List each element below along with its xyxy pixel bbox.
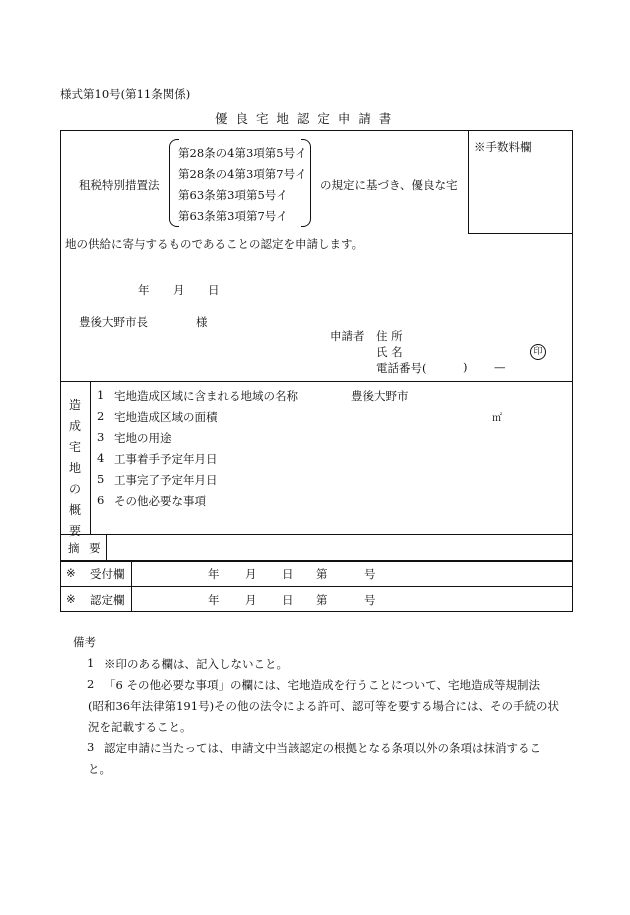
overview-item-no: 5	[97, 472, 105, 486]
overview-item-label: その他必要な事項	[114, 494, 206, 508]
note-line: 「6 その他必要な事項」の欄には、宅地造成を行うことについて、宅地造成等規制法	[104, 678, 541, 692]
note-line: ※印のある欄は、記入しないこと。	[104, 657, 288, 671]
intro-continuation: 地の供給に寄与するものであることの認定を申請します。	[65, 237, 364, 251]
summary-field[interactable]	[110, 536, 570, 558]
overview-item-value[interactable]: 豊後大野市	[351, 389, 409, 403]
reception-year: 年	[208, 567, 220, 581]
reception-dai: 第	[316, 567, 328, 581]
overview-item-label: 宅地造成区域の面積	[114, 410, 218, 424]
reception-top-line	[60, 560, 573, 562]
phone-dash: —	[494, 360, 506, 374]
name-label: 氏 名	[376, 345, 403, 359]
approval-year: 年	[208, 593, 220, 607]
form-number: 様式第10号(第11条関係)	[60, 87, 191, 101]
law-name: 租税特別措置法	[79, 178, 160, 192]
reception-month: 月	[245, 567, 257, 581]
date-day: 日	[208, 283, 220, 297]
reception-label: 受付欄	[90, 567, 125, 581]
date-year: 年	[138, 283, 150, 297]
summary-top-line	[60, 534, 573, 535]
overview-item-no: 1	[97, 388, 105, 402]
address-label: 住 所	[376, 329, 403, 343]
overview-item-no: 3	[97, 430, 105, 444]
overview-item-label: 宅地造成区域に含まれる地域の名称	[114, 389, 298, 403]
overview-item-value[interactable]: ㎡	[492, 413, 502, 424]
overview-item-no: 4	[97, 451, 105, 465]
intro-tail: の規定に基づき、優良な宅	[320, 178, 458, 192]
note-line: (昭和36年法律第191号)その他の法令による許可、認可等を要する場合には、その手続の状	[88, 699, 560, 713]
approval-divider	[131, 586, 132, 612]
overview-item-label: 宅地の用途	[114, 431, 172, 445]
note-line: と。	[88, 762, 111, 776]
note-number: 1	[87, 656, 95, 670]
reception-day: 日	[282, 567, 294, 581]
reception-mark: ※	[66, 566, 76, 580]
approval-label: 認定欄	[90, 593, 125, 607]
clause-3: 第63条第3項第5号イ	[178, 188, 288, 202]
approval-go: 号	[364, 593, 376, 607]
note-number: 2	[87, 677, 95, 691]
addressee-honorific: 様	[196, 315, 208, 329]
approval-dai: 第	[316, 593, 328, 607]
summary-label: 摘 要	[68, 541, 104, 555]
overview-item-label: 工事着手予定年月日	[114, 452, 218, 466]
overview-item-no: 2	[97, 409, 105, 423]
phone-label: 電話番号(	[376, 361, 427, 375]
addressee: 豊後大野市長	[79, 315, 148, 329]
note-line: 認定申請に当たっては、申請文中当該認定の根拠となる条項以外の条項は抹消するこ	[104, 741, 541, 755]
clause-1: 第28条の4第3項第5号イ	[178, 146, 307, 160]
summary-divider	[106, 534, 107, 560]
phone-close-paren: )	[463, 360, 468, 374]
clause-2: 第28条の4第3項第7号イ	[178, 167, 307, 181]
form-title: 優 良 宅 地 認 定 申 請 書	[215, 111, 394, 126]
overview-top-line	[60, 381, 573, 382]
approval-top-line	[60, 586, 573, 587]
note-number: 3	[87, 740, 95, 754]
reception-go: 号	[364, 567, 376, 581]
fee-column-label: ※手数料欄	[474, 140, 532, 154]
applicant-label: 申請者	[330, 329, 365, 343]
approval-day: 日	[282, 593, 294, 607]
date-month: 月	[173, 283, 185, 297]
clause-4: 第63条第3項第7号イ	[178, 209, 288, 223]
approval-month: 月	[245, 593, 257, 607]
overview-item-no: 6	[97, 493, 105, 507]
seal-mark: 印	[530, 344, 546, 360]
notes-title: 備考	[73, 635, 96, 649]
overview-vertical-label: 造 成 宅 地 の 概 要	[68, 398, 81, 538]
overview-vertical-divider	[90, 381, 91, 534]
right-brace	[301, 139, 311, 227]
note-line: 況を記載すること。	[88, 720, 192, 734]
approval-mark: ※	[66, 592, 76, 606]
reception-divider	[131, 560, 132, 586]
overview-item-label: 工事完了予定年月日	[114, 473, 218, 487]
